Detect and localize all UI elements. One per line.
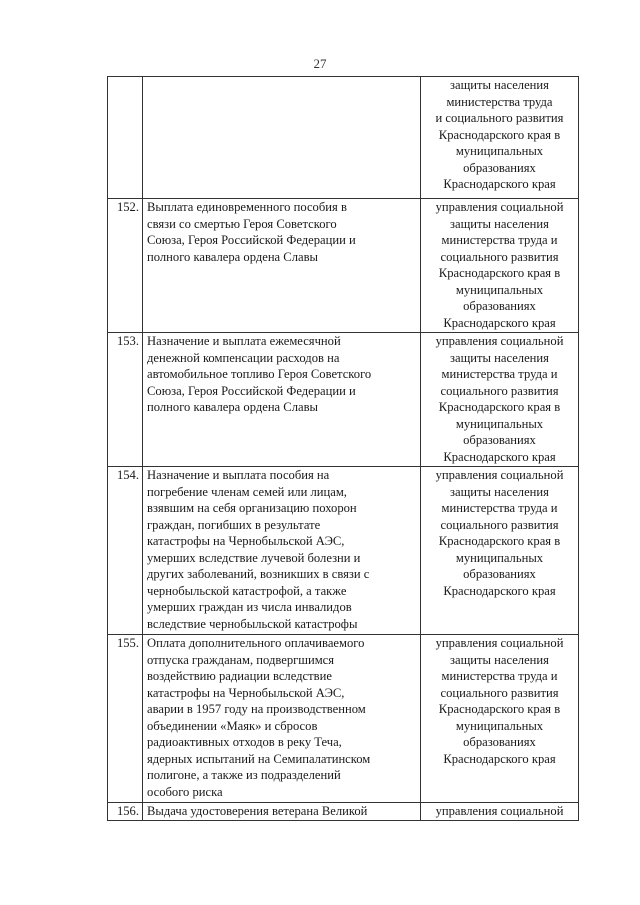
organization-line: управления социальной <box>435 636 564 650</box>
organization-line: Краснодарского края <box>443 177 556 191</box>
services-table <box>107 76 579 821</box>
description-line: особого риска <box>147 784 223 799</box>
description-line: других заболеваний, возникших в связи с <box>147 567 370 581</box>
description-line: Выплата единовременного пособия в <box>147 200 347 214</box>
organization-line: защиты населения <box>450 484 549 499</box>
organization-line: министерства труда и <box>441 669 558 683</box>
organization-line: муниципальных <box>455 282 544 297</box>
page-number: 27 <box>313 56 327 71</box>
description-line: объединении «Маяк» и сбросов <box>147 718 318 733</box>
description-line: Выдача удостоверения ветерана Великой <box>147 804 368 818</box>
row-organization-cell <box>421 77 579 199</box>
organization-line: муниципальных <box>455 416 544 431</box>
description-line: ядерных испытаний на Семипалатинском <box>147 751 371 766</box>
organization-line: защиты населения <box>450 652 549 667</box>
organization-line: образованиях <box>463 433 536 447</box>
organization-line: образованиях <box>463 160 536 175</box>
organization-line: образованиях <box>463 567 536 581</box>
organization-line: Краснодарского края <box>443 583 556 598</box>
organization-line: защиты населения <box>450 216 549 231</box>
organization-line: социального развития <box>440 249 559 264</box>
description-line: Союза, Героя Российской Федерации и <box>147 383 356 398</box>
organization-line: социального развития <box>440 383 559 398</box>
row-number-cell: 153. <box>108 333 143 467</box>
row-number-cell: 154. <box>108 467 143 635</box>
organization-line: министерства труда и <box>441 501 558 515</box>
row-description-cell <box>143 333 421 467</box>
organization-line: образованиях <box>463 299 536 313</box>
description-line: радиоактивных отходов в реку Теча, <box>147 735 342 749</box>
organization-line: министерства труда и <box>441 233 558 247</box>
organization-line: Краснодарского края <box>443 751 556 766</box>
description-line: граждан, погибших в результате <box>147 517 321 532</box>
description-line: умерших вследствие лучевой болезни и <box>147 550 361 565</box>
organization-line: управления социальной <box>435 804 564 818</box>
organization-line: защиты населения <box>450 350 549 365</box>
organization-line: социального развития <box>440 685 559 700</box>
description-line: вследствие чернобыльской катастрофы <box>147 616 358 631</box>
organization-line: управления социальной <box>435 200 564 214</box>
row-description-cell <box>143 467 421 635</box>
organization-line: Краснодарского края в <box>438 702 561 716</box>
organization-line: Краснодарского края в <box>438 534 561 548</box>
table-row <box>108 803 579 821</box>
description-line: Назначение и выплата пособия на <box>147 468 330 482</box>
organization-line: муниципальных <box>455 144 544 158</box>
description-line: связи со смертью Героя Советского <box>147 216 337 231</box>
row-number-cell <box>108 77 143 199</box>
row-organization-cell <box>421 803 579 821</box>
table-body <box>108 77 579 821</box>
row-organization-cell <box>421 467 579 635</box>
table-row <box>108 635 579 803</box>
description-line: взявшим на себя организацию похорон <box>147 501 357 515</box>
row-organization-cell <box>421 333 579 467</box>
row-organization-cell <box>421 199 579 333</box>
organization-line: Краснодарского края в <box>438 127 561 142</box>
description-line: Оплата дополнительного оплачиваемого <box>147 636 365 650</box>
description-line: денежной компенсации расходов на <box>147 350 340 365</box>
table-row <box>108 333 579 467</box>
table-row <box>108 467 579 635</box>
row-description-cell <box>143 199 421 333</box>
description-line: полного кавалера ордена Славы <box>147 400 318 414</box>
organization-line: Краснодарского края в <box>438 400 561 414</box>
organization-line: управления социальной <box>435 468 564 482</box>
organization-line: Краснодарского края <box>443 315 556 330</box>
organization-line: Краснодарского края <box>443 449 556 464</box>
description-line: Назначение и выплата ежемесячной <box>147 334 341 348</box>
organization-line: министерства труда и <box>441 367 558 381</box>
organization-line: и социального развития <box>435 111 564 125</box>
row-number-cell: 156. <box>108 803 143 821</box>
description-line: полного кавалера ордена Славы <box>147 249 318 264</box>
description-line: Союза, Героя Российской Федерации и <box>147 233 356 247</box>
description-line: умерших граждан из числа инвалидов <box>147 600 352 614</box>
organization-line: муниципальных <box>455 550 544 565</box>
row-organization-cell <box>421 635 579 803</box>
description-line: погребение членам семей или лицам, <box>147 484 347 499</box>
organization-line: социального развития <box>440 517 559 532</box>
description-line: автомобильное топливо Героя Советского <box>147 367 372 381</box>
table-row <box>108 199 579 333</box>
organization-line: министерства труда <box>446 94 553 109</box>
row-number-cell: 155. <box>108 635 143 803</box>
description-line: чернобыльской катастрофой, а также <box>147 583 347 598</box>
description-line: воздействию радиации вследствие <box>147 669 332 683</box>
row-description-cell <box>143 77 421 199</box>
description-line: аварии в 1957 году на производственном <box>147 702 366 716</box>
description-line: отпуска гражданам, подвергшимся <box>147 652 335 667</box>
organization-line: защиты населения <box>450 78 549 92</box>
table-row <box>108 77 579 199</box>
row-description-cell <box>143 635 421 803</box>
organization-line: Краснодарского края в <box>438 266 561 280</box>
organization-line: образованиях <box>463 735 536 749</box>
organization-line: муниципальных <box>455 718 544 733</box>
description-line: катастрофы на Чернобыльской АЭС, <box>147 685 345 700</box>
organization-line: управления социальной <box>435 334 564 348</box>
description-line: катастрофы на Чернобыльской АЭС, <box>147 534 345 548</box>
row-description-cell <box>143 803 421 821</box>
description-line: полигоне, а также из подразделений <box>147 768 341 782</box>
row-number-cell: 152. <box>108 199 143 333</box>
